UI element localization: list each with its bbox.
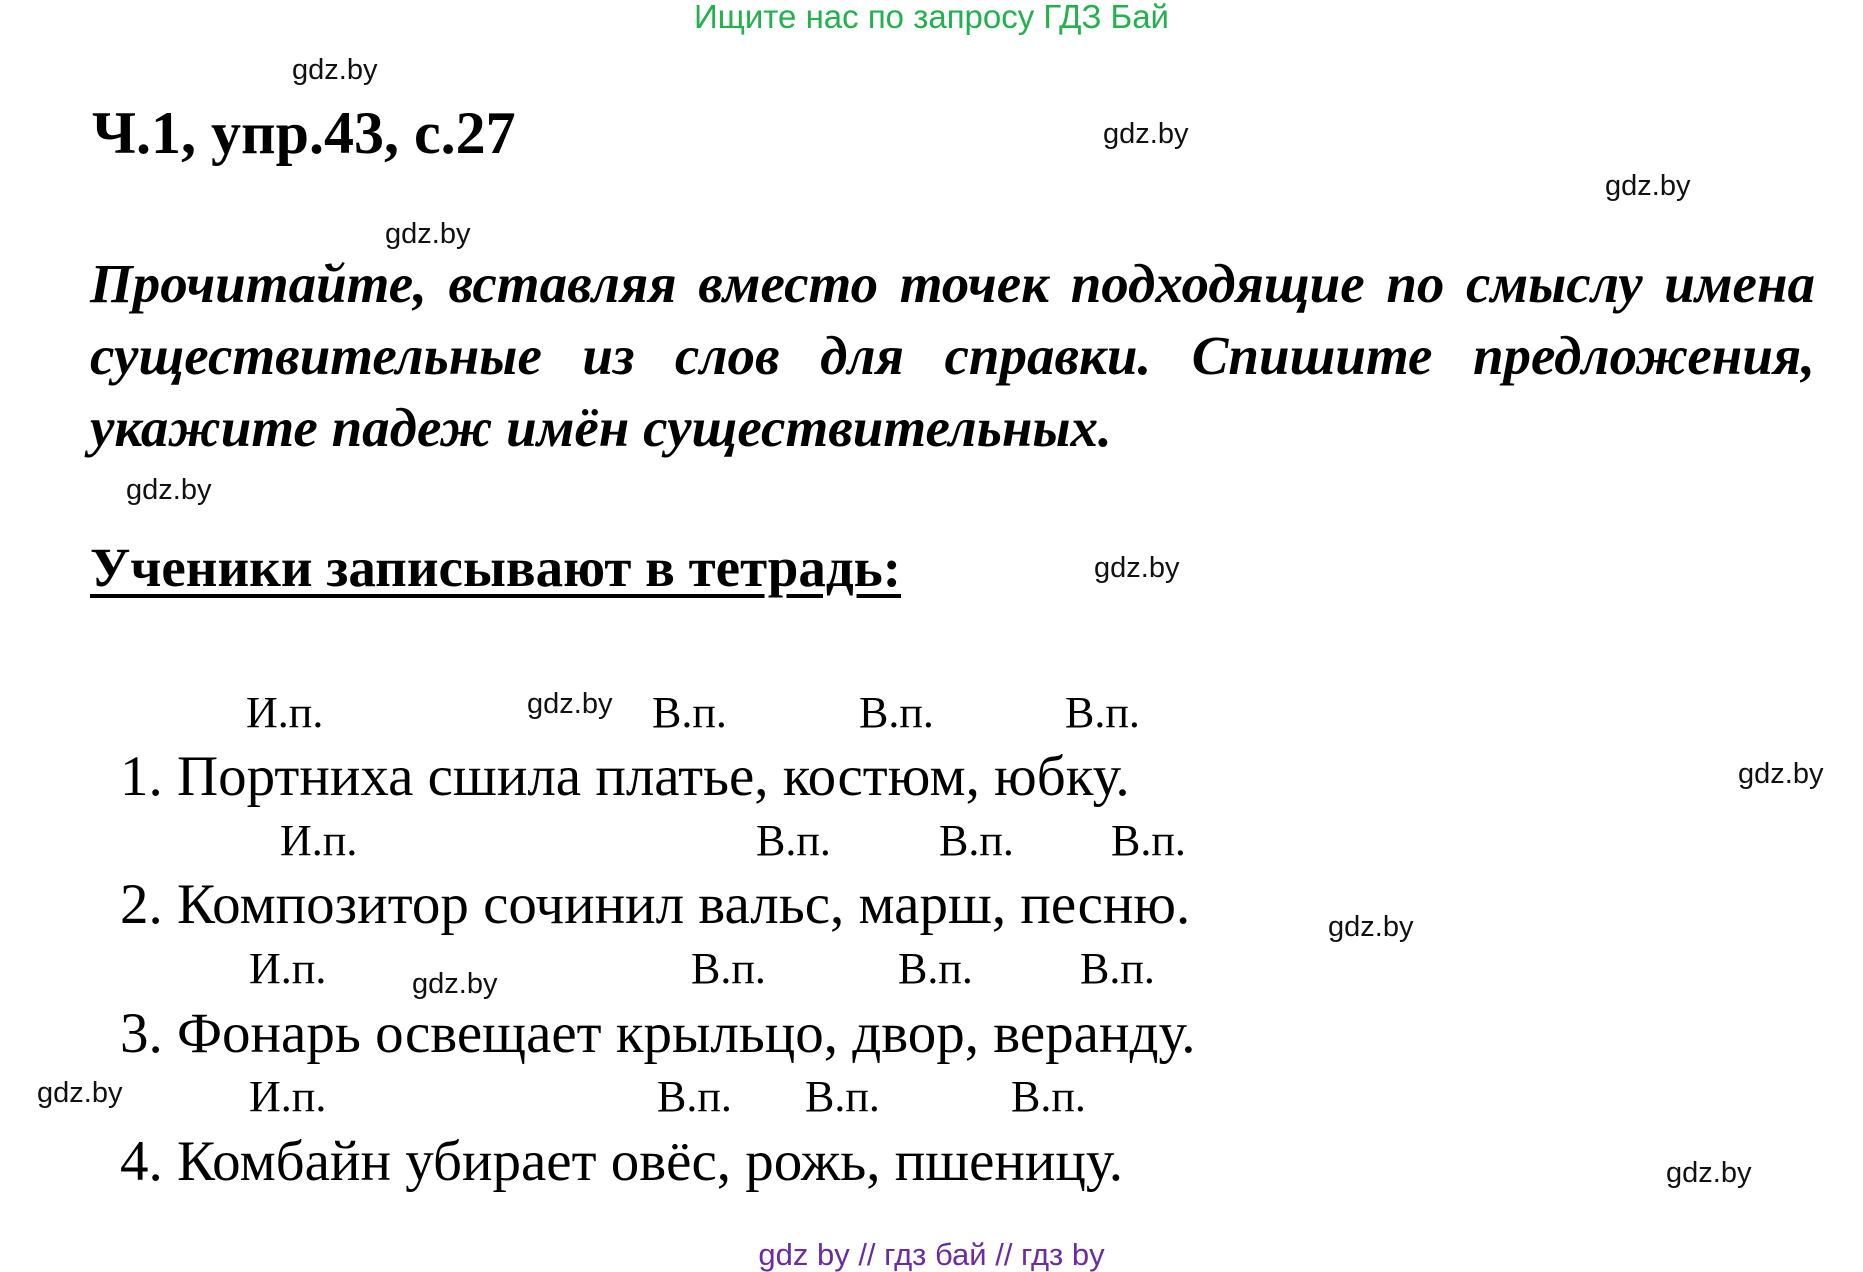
case-label: В.п.	[756, 816, 831, 865]
case-label: В.п.	[939, 816, 1014, 865]
case-label: В.п.	[805, 1072, 880, 1121]
sentence-3: 3. Фонарь освещает крыльцо, двор, веранду.	[120, 1002, 1196, 1065]
case-label: В.п.	[859, 688, 934, 737]
sentence-4: 4. Комбайн убирает овёс, рожь, пшеницу.	[120, 1130, 1123, 1193]
watermark: gdz.by	[1738, 758, 1824, 790]
watermark: gdz.by	[1103, 118, 1189, 150]
watermark: gdz.by	[1666, 1157, 1752, 1189]
case-label: В.п.	[1011, 1072, 1086, 1121]
case-label: В.п.	[898, 944, 973, 993]
sentence-1: 1. Портниха сшила платье, костюм, юбку.	[120, 745, 1130, 808]
case-label: И.п.	[280, 816, 358, 865]
watermark: gdz.by	[385, 218, 471, 250]
case-label: В.п.	[652, 688, 727, 737]
case-label: И.п.	[249, 1072, 327, 1121]
top-banner: Ищите нас по запросу ГДЗ Бай	[694, 0, 1169, 35]
section-heading: Ученики записывают в тетрадь:	[90, 537, 902, 598]
case-label: В.п.	[657, 1072, 732, 1121]
watermark: gdz.by	[1094, 552, 1180, 584]
case-label: В.п.	[1065, 688, 1140, 737]
watermark: gdz.by	[1328, 911, 1414, 943]
case-label: В.п.	[1111, 816, 1186, 865]
case-label: И.п.	[246, 688, 324, 737]
page-title: Ч.1, упр.43, с.27	[92, 100, 516, 166]
watermark: gdz.by	[412, 968, 498, 1000]
case-label: В.п.	[1080, 944, 1155, 993]
watermark: gdz.by	[292, 54, 378, 86]
watermark: gdz.by	[527, 688, 613, 720]
watermark: gdz.by	[126, 474, 212, 506]
footer-links: gdz by // гдз бай // гдз by	[758, 1237, 1105, 1272]
watermark: gdz.by	[1605, 170, 1691, 202]
task-text: Прочитайте, вставляя вместо точек подходящие по смыслу имена существительные из слов для справки. Спишите предложения, укажите падеж имён существительных.	[90, 253, 1815, 458]
case-label: И.п.	[249, 944, 327, 993]
sentence-2: 2. Композитор сочинил вальс, марш, песню.	[120, 873, 1191, 936]
case-label: В.п.	[691, 944, 766, 993]
watermark: gdz.by	[37, 1077, 123, 1109]
